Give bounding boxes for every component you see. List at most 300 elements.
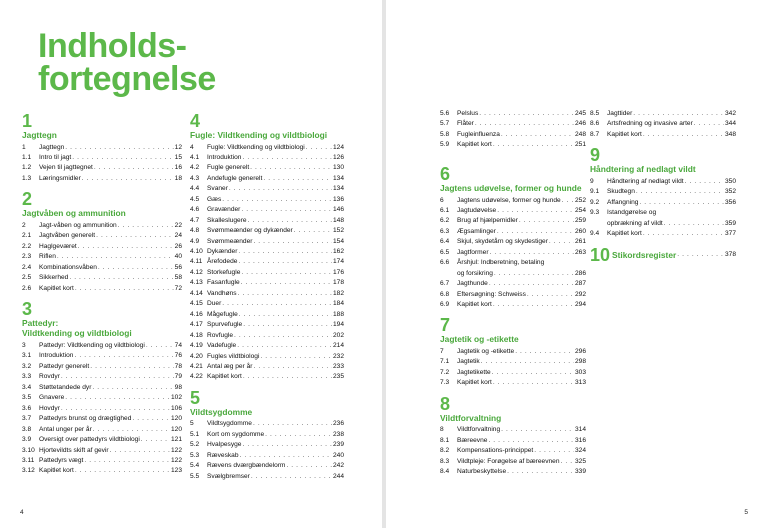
entry-number: 2.4 bbox=[22, 263, 32, 271]
toc-entry bbox=[190, 299, 344, 309]
dot-leader bbox=[61, 404, 170, 414]
chapter-title-inline bbox=[590, 250, 736, 260]
entry-title: Pattedyrs brunst og drægtighed bbox=[39, 415, 132, 423]
entry-title: Svælgbremser bbox=[207, 472, 250, 480]
toc-entry bbox=[22, 351, 182, 361]
entry-title: Oversigt over pattedyrs vildtbiologi bbox=[39, 436, 140, 444]
entry-page: 154 bbox=[332, 237, 344, 245]
dot-leader bbox=[501, 425, 574, 435]
toc-chapter bbox=[590, 109, 736, 140]
entry-number: 3.3 bbox=[22, 373, 32, 381]
entry-title: Pelslus bbox=[457, 110, 479, 117]
dot-leader bbox=[253, 419, 332, 429]
entry-number: 7 bbox=[440, 347, 444, 355]
chapter-title-line: Håndtering af nedlagt vildt bbox=[590, 164, 696, 175]
entry-number: 4.12 bbox=[190, 268, 203, 276]
entry-title: Vandhøns bbox=[207, 289, 237, 297]
chapter-number: 6 bbox=[440, 164, 451, 184]
entry-title: Artsfredning og invasive arter bbox=[607, 120, 693, 128]
toc-entry bbox=[440, 130, 586, 140]
entry-page: 130 bbox=[332, 164, 344, 172]
entry-number: 4.13 bbox=[190, 279, 203, 287]
dot-leader bbox=[234, 331, 332, 341]
toc-entry bbox=[190, 461, 344, 471]
chapter-number: 1 bbox=[22, 111, 33, 131]
dot-leader bbox=[494, 269, 574, 279]
dot-leader bbox=[72, 153, 173, 163]
entry-page: 254 bbox=[574, 206, 586, 214]
dot-leader bbox=[248, 216, 332, 226]
toc-entry bbox=[190, 419, 344, 429]
entry-page: 182 bbox=[332, 289, 344, 297]
entry-page: 245 bbox=[574, 110, 586, 117]
toc-entry bbox=[440, 347, 586, 357]
entry-page: 251 bbox=[574, 141, 586, 149]
entry-page: 40 bbox=[174, 253, 182, 261]
entry-title: Kapitlet kort bbox=[457, 141, 492, 149]
entry-page: 18 bbox=[174, 174, 182, 182]
toc-entry bbox=[440, 446, 586, 456]
entry-title: Introduktion bbox=[207, 153, 242, 161]
entry-page: 240 bbox=[332, 451, 344, 459]
dot-leader bbox=[250, 163, 332, 173]
entry-title: Andefugle generelt bbox=[207, 174, 263, 182]
entry-page: 378 bbox=[724, 250, 736, 258]
entry-title: Jagthunde bbox=[457, 280, 488, 288]
toc-chapter bbox=[440, 166, 586, 310]
entry-title-continued: og forsikring bbox=[457, 269, 493, 277]
entry-number: 1.3 bbox=[22, 174, 32, 182]
entry-number: 8 bbox=[440, 426, 444, 434]
entry-number: 4.1 bbox=[190, 153, 200, 161]
entry-page: 134 bbox=[332, 174, 344, 182]
toc-chapter bbox=[440, 317, 586, 388]
dot-leader bbox=[110, 446, 170, 456]
toc-entry bbox=[590, 119, 736, 129]
entry-title: Eftersøgning: Schweiss bbox=[457, 290, 526, 298]
entry-title: Jagtetik bbox=[457, 358, 480, 366]
entry-page: 78 bbox=[174, 362, 182, 370]
dot-leader bbox=[241, 205, 332, 215]
entry-page: 214 bbox=[332, 342, 344, 350]
left-page bbox=[0, 0, 382, 528]
entry-number: 4.21 bbox=[190, 363, 203, 371]
toc-entry bbox=[440, 300, 586, 310]
toc-entry bbox=[22, 383, 182, 393]
dot-leader bbox=[61, 372, 174, 382]
entry-number: 6.5 bbox=[440, 248, 450, 256]
entry-title: Dykænder bbox=[207, 248, 238, 256]
dot-leader bbox=[141, 435, 170, 445]
entry-page: 174 bbox=[332, 258, 344, 266]
entry-number: 5.6 bbox=[440, 110, 450, 117]
dot-leader bbox=[242, 153, 332, 163]
entry-number: 4.20 bbox=[190, 352, 203, 360]
entry-page: 202 bbox=[332, 331, 344, 339]
entry-number: 9.2 bbox=[590, 198, 600, 206]
entry-page: 316 bbox=[574, 436, 586, 444]
entry-title: Kapitlet kort bbox=[607, 230, 642, 238]
dot-leader bbox=[146, 341, 174, 351]
dot-leader bbox=[237, 341, 332, 351]
toc-entry bbox=[190, 163, 344, 173]
entry-title: Naturbeskyttelse bbox=[457, 468, 507, 476]
entry-page: 294 bbox=[574, 301, 586, 309]
dot-leader bbox=[90, 362, 173, 372]
entry-title: Vadefugle bbox=[207, 342, 237, 350]
toc-chapter bbox=[590, 147, 736, 239]
entry-number: 3.5 bbox=[22, 394, 32, 402]
entry-page: 259 bbox=[574, 217, 586, 225]
chapter-title bbox=[440, 413, 586, 424]
toc-entry bbox=[190, 310, 344, 320]
entry-page: 178 bbox=[332, 279, 344, 287]
toc-column-left-2 bbox=[190, 113, 344, 489]
entry-title: Spurvefugle bbox=[207, 321, 243, 329]
toc-column-right-2 bbox=[590, 109, 736, 267]
entry-number: 5.7 bbox=[440, 120, 450, 128]
toc-entry bbox=[22, 242, 182, 252]
entry-title: Fugle generelt bbox=[207, 164, 250, 172]
chapter-title bbox=[190, 407, 344, 418]
entry-number: 4.3 bbox=[190, 174, 200, 182]
toc-entry bbox=[22, 456, 182, 466]
chapter-title-line: Jagtens udøvelse, former og hunde bbox=[440, 183, 582, 193]
entry-page: 296 bbox=[574, 347, 586, 355]
toc-chapter bbox=[440, 393, 586, 478]
entry-number: 4.9 bbox=[190, 237, 200, 245]
dot-leader bbox=[94, 163, 174, 173]
dot-leader bbox=[263, 174, 332, 184]
chapter-title-line: Jagtetik og -etikette bbox=[440, 334, 519, 345]
entry-number: 4.15 bbox=[190, 300, 203, 308]
entry-number: 4.4 bbox=[190, 185, 200, 193]
dot-leader bbox=[82, 174, 174, 184]
chapter-number: 5 bbox=[190, 387, 201, 408]
toc-entry-continued bbox=[590, 219, 736, 229]
toc-entry bbox=[190, 153, 344, 163]
entry-title: Fugleinfluenza bbox=[457, 130, 500, 138]
toc-entry bbox=[22, 273, 182, 283]
entry-number: 7.3 bbox=[440, 379, 450, 387]
toc-entry bbox=[440, 436, 586, 446]
dot-leader bbox=[633, 109, 724, 119]
toc-entry bbox=[590, 229, 736, 239]
toc-entry bbox=[22, 435, 182, 445]
chapter-number: 9 bbox=[590, 145, 601, 166]
toc-entry bbox=[440, 237, 586, 247]
entry-page: 194 bbox=[332, 321, 344, 329]
entry-number: 2.6 bbox=[22, 284, 32, 292]
toc-entry bbox=[590, 198, 736, 208]
entry-title: Affangning bbox=[607, 198, 639, 206]
entry-title: Intro til jagt bbox=[39, 153, 72, 161]
entry-number: 3.4 bbox=[22, 383, 32, 391]
entry-page: 303 bbox=[574, 368, 586, 376]
entry-number: 8.6 bbox=[590, 120, 600, 128]
dot-leader bbox=[92, 383, 173, 393]
dot-leader bbox=[492, 368, 574, 378]
dot-leader bbox=[65, 393, 170, 403]
chapter-title bbox=[22, 318, 182, 339]
toc-entry bbox=[22, 341, 182, 351]
entry-title: Jagtetikette bbox=[457, 368, 491, 376]
toc-entry bbox=[190, 341, 344, 351]
entry-title: Ægsamlinger bbox=[457, 227, 496, 235]
page-number: 4 bbox=[20, 509, 24, 516]
entry-title: Pattedyrs vægt bbox=[39, 456, 84, 464]
dot-leader bbox=[78, 242, 174, 252]
entry-title: Kombinationsvåben bbox=[39, 263, 97, 271]
entry-number: 5.3 bbox=[190, 451, 200, 459]
dot-leader bbox=[534, 446, 574, 456]
toc-entry bbox=[440, 206, 586, 216]
entry-title: Fugle: Vildtkending og vildtbiologi bbox=[207, 143, 305, 151]
entry-page: 120 bbox=[170, 415, 182, 423]
dot-leader bbox=[561, 457, 574, 467]
entry-page: 72 bbox=[174, 284, 182, 292]
toc-chapter bbox=[22, 191, 182, 294]
entry-page: 377 bbox=[724, 230, 736, 238]
entry-number: 4.8 bbox=[190, 227, 200, 235]
entry-title: Svømmeænder bbox=[207, 237, 253, 245]
entry-page: 12 bbox=[174, 143, 182, 151]
entry-title: Fasanfugle bbox=[207, 279, 240, 287]
entry-page: 98 bbox=[174, 383, 182, 391]
entry-title: Jagtformer bbox=[457, 248, 489, 256]
entry-title: Rævens dværgbændelorm bbox=[207, 462, 286, 470]
dot-leader bbox=[260, 352, 332, 362]
entry-number: 4.19 bbox=[190, 342, 203, 350]
toc-entry bbox=[440, 227, 586, 237]
entry-title: Rovdyr bbox=[39, 373, 60, 381]
chapter-number: 4 bbox=[190, 111, 201, 131]
toc-entry bbox=[190, 237, 344, 247]
toc-entry bbox=[22, 446, 182, 456]
chapter-number: 2 bbox=[22, 189, 33, 210]
dot-leader bbox=[96, 231, 174, 241]
entry-title: Ræveskab bbox=[207, 451, 239, 459]
toc-entry bbox=[440, 368, 586, 378]
entry-page: 260 bbox=[574, 227, 586, 235]
dot-leader bbox=[241, 268, 332, 278]
chapter-title bbox=[440, 183, 586, 194]
toc-entry bbox=[22, 252, 182, 262]
toc-entry bbox=[190, 430, 344, 440]
entry-title: Skjul, skydetårn og skydestiger bbox=[457, 238, 548, 246]
entry-number: 3.1 bbox=[22, 352, 32, 360]
dot-leader bbox=[636, 187, 724, 197]
entry-number: 6.6 bbox=[440, 259, 450, 267]
dot-leader bbox=[132, 414, 170, 424]
entry-number: 4.2 bbox=[190, 164, 200, 172]
entry-page: 314 bbox=[574, 426, 586, 434]
dot-leader bbox=[643, 229, 724, 239]
entry-page: 359 bbox=[724, 219, 736, 227]
chapter-title bbox=[590, 164, 736, 175]
chapter-title-line: Fugle: Vildtkending og vildtbiologi bbox=[190, 130, 328, 140]
entry-title: Kapitlet kort bbox=[457, 379, 492, 387]
entry-title: Bæreevne bbox=[457, 436, 488, 444]
chapter-number: 7 bbox=[440, 315, 451, 336]
entry-title: Kapitlet kort bbox=[457, 301, 492, 309]
toc-entry bbox=[440, 290, 586, 300]
entry-title: Jagtetik og -etikette bbox=[457, 347, 515, 355]
entry-page: 74 bbox=[174, 341, 182, 349]
dot-leader bbox=[118, 221, 174, 231]
dot-leader bbox=[694, 119, 724, 129]
dot-leader bbox=[497, 206, 574, 216]
entry-title: Antal unger per år bbox=[39, 425, 92, 433]
dot-leader bbox=[488, 436, 574, 446]
entry-page: 136 bbox=[332, 195, 344, 203]
toc-entry bbox=[190, 226, 344, 236]
toc-entry bbox=[190, 372, 344, 382]
dot-leader bbox=[479, 109, 574, 119]
entry-page: 148 bbox=[332, 216, 344, 224]
entry-title: Hovdyr bbox=[39, 404, 60, 412]
toc-entry bbox=[440, 216, 586, 226]
page-title: Indholds- fortegnelse bbox=[38, 27, 216, 98]
entry-page: 239 bbox=[332, 441, 344, 449]
dot-leader bbox=[306, 143, 332, 153]
entry-number: 5.1 bbox=[190, 430, 200, 438]
dot-leader bbox=[238, 257, 332, 267]
entry-title: Mågefugle bbox=[207, 310, 238, 318]
entry-title: Læringsmidler bbox=[39, 174, 81, 182]
entry-title: Kapitlet kort bbox=[39, 467, 74, 475]
entry-title: Kapitlet kort bbox=[607, 130, 642, 138]
entry-page: 120 bbox=[170, 425, 182, 433]
dot-leader bbox=[222, 195, 332, 205]
entry-title: Pattedyr generelt bbox=[39, 362, 90, 370]
entry-page: 122 bbox=[170, 456, 182, 464]
dot-leader bbox=[93, 425, 170, 435]
entry-page: 246 bbox=[574, 120, 586, 128]
entry-title: Skalleslugere bbox=[207, 216, 247, 224]
toc-entry bbox=[190, 362, 344, 372]
dot-leader bbox=[519, 216, 574, 226]
toc-entry bbox=[440, 140, 586, 150]
entry-title: Jagtens udøvelse, former og hunde bbox=[457, 196, 561, 204]
entry-number: 1.1 bbox=[22, 153, 32, 161]
toc-entry bbox=[190, 440, 344, 450]
toc-continued-entries bbox=[440, 109, 586, 151]
toc-column-left-1 bbox=[22, 113, 182, 484]
entry-title: Fugles vildtbiologi bbox=[207, 352, 260, 360]
entry-title: Svaner bbox=[207, 185, 228, 193]
dot-leader bbox=[475, 119, 574, 129]
entry-title: Sikkerhed bbox=[39, 274, 69, 282]
entry-number: 3.7 bbox=[22, 415, 32, 423]
dot-leader bbox=[677, 250, 724, 260]
entry-page: 342 bbox=[724, 110, 736, 117]
chapter-title-line: Jagttegn bbox=[22, 130, 57, 140]
entry-number: 7.2 bbox=[440, 368, 450, 376]
entry-number: 5.9 bbox=[440, 141, 450, 149]
entry-number: 4.7 bbox=[190, 216, 200, 224]
entry-number: 4 bbox=[190, 143, 194, 151]
entry-number: 4.17 bbox=[190, 321, 203, 329]
entry-title: Gæs bbox=[207, 195, 222, 203]
entry-number: 1.2 bbox=[22, 164, 32, 172]
chapter-title-line: Vildtsygdomme bbox=[190, 406, 253, 417]
entry-page: 58 bbox=[174, 274, 182, 282]
entry-title: Støttetandede dyr bbox=[39, 383, 92, 391]
toc-entry bbox=[22, 393, 182, 403]
entry-title: Skudtegn bbox=[607, 188, 635, 196]
entry-number: 4.10 bbox=[190, 248, 203, 256]
entry-number: 2.1 bbox=[22, 232, 32, 240]
entry-title: Gnavere bbox=[39, 394, 65, 402]
entry-title: Rovfugle bbox=[207, 331, 234, 339]
entry-number: 9 bbox=[590, 177, 594, 185]
dot-leader bbox=[69, 273, 173, 283]
toc-entry bbox=[440, 109, 586, 119]
dot-leader bbox=[549, 237, 574, 247]
entry-number: 3.10 bbox=[22, 446, 35, 454]
entry-number: 1 bbox=[22, 143, 26, 151]
dot-leader bbox=[497, 227, 574, 237]
dot-leader bbox=[507, 467, 574, 477]
toc-entry bbox=[440, 378, 586, 388]
toc-entry bbox=[22, 231, 182, 241]
toc-entry bbox=[590, 208, 736, 218]
dot-leader bbox=[643, 130, 724, 140]
dot-leader bbox=[229, 184, 332, 194]
chapter-number: 3 bbox=[22, 298, 33, 319]
entry-number: 2.3 bbox=[22, 253, 32, 261]
toc-entry bbox=[590, 177, 736, 187]
entry-title: Jagt-våben og ammunition bbox=[39, 221, 117, 229]
entry-number: 7.1 bbox=[440, 358, 450, 366]
entry-page: 233 bbox=[332, 363, 344, 371]
chapter-number: 8 bbox=[440, 393, 451, 414]
entry-number: 8.1 bbox=[440, 436, 450, 444]
toc-entry bbox=[22, 221, 182, 231]
entry-number: 4.6 bbox=[190, 206, 200, 214]
entry-number: 4.11 bbox=[190, 258, 203, 266]
toc-chapter bbox=[590, 244, 736, 265]
entry-page: 339 bbox=[574, 468, 586, 476]
dot-leader bbox=[685, 177, 724, 187]
entry-page: 244 bbox=[332, 472, 344, 480]
entry-title: Kompensations-princippet bbox=[457, 447, 534, 455]
entry-title: Jagtudøvelse bbox=[457, 206, 497, 214]
chapter-title-line: Jagtvåben og ammunition bbox=[22, 208, 126, 219]
entry-title: Svømmeænder og dykænder bbox=[207, 227, 293, 235]
entry-page: 261 bbox=[574, 238, 586, 246]
toc-entry bbox=[22, 425, 182, 435]
dot-leader bbox=[251, 472, 332, 482]
entry-number: 2.5 bbox=[22, 274, 32, 282]
chapter-title bbox=[22, 208, 182, 219]
entry-title: Gravænder bbox=[207, 206, 241, 214]
dot-leader bbox=[238, 289, 332, 299]
dot-leader bbox=[243, 372, 332, 382]
entry-title: Vildtpleje: Forøgelse af bæreevnen bbox=[457, 457, 560, 465]
dot-leader bbox=[639, 198, 724, 208]
toc-entry bbox=[190, 247, 344, 257]
toc-entry bbox=[22, 153, 182, 163]
entry-page: 152 bbox=[332, 227, 344, 235]
entry-page: 263 bbox=[574, 248, 586, 256]
entry-number: 5 bbox=[190, 420, 194, 428]
entry-page: 252 bbox=[574, 196, 586, 204]
entry-number: 9.3 bbox=[590, 209, 600, 217]
entry-page: 79 bbox=[174, 373, 182, 381]
entry-page: 123 bbox=[170, 467, 182, 475]
